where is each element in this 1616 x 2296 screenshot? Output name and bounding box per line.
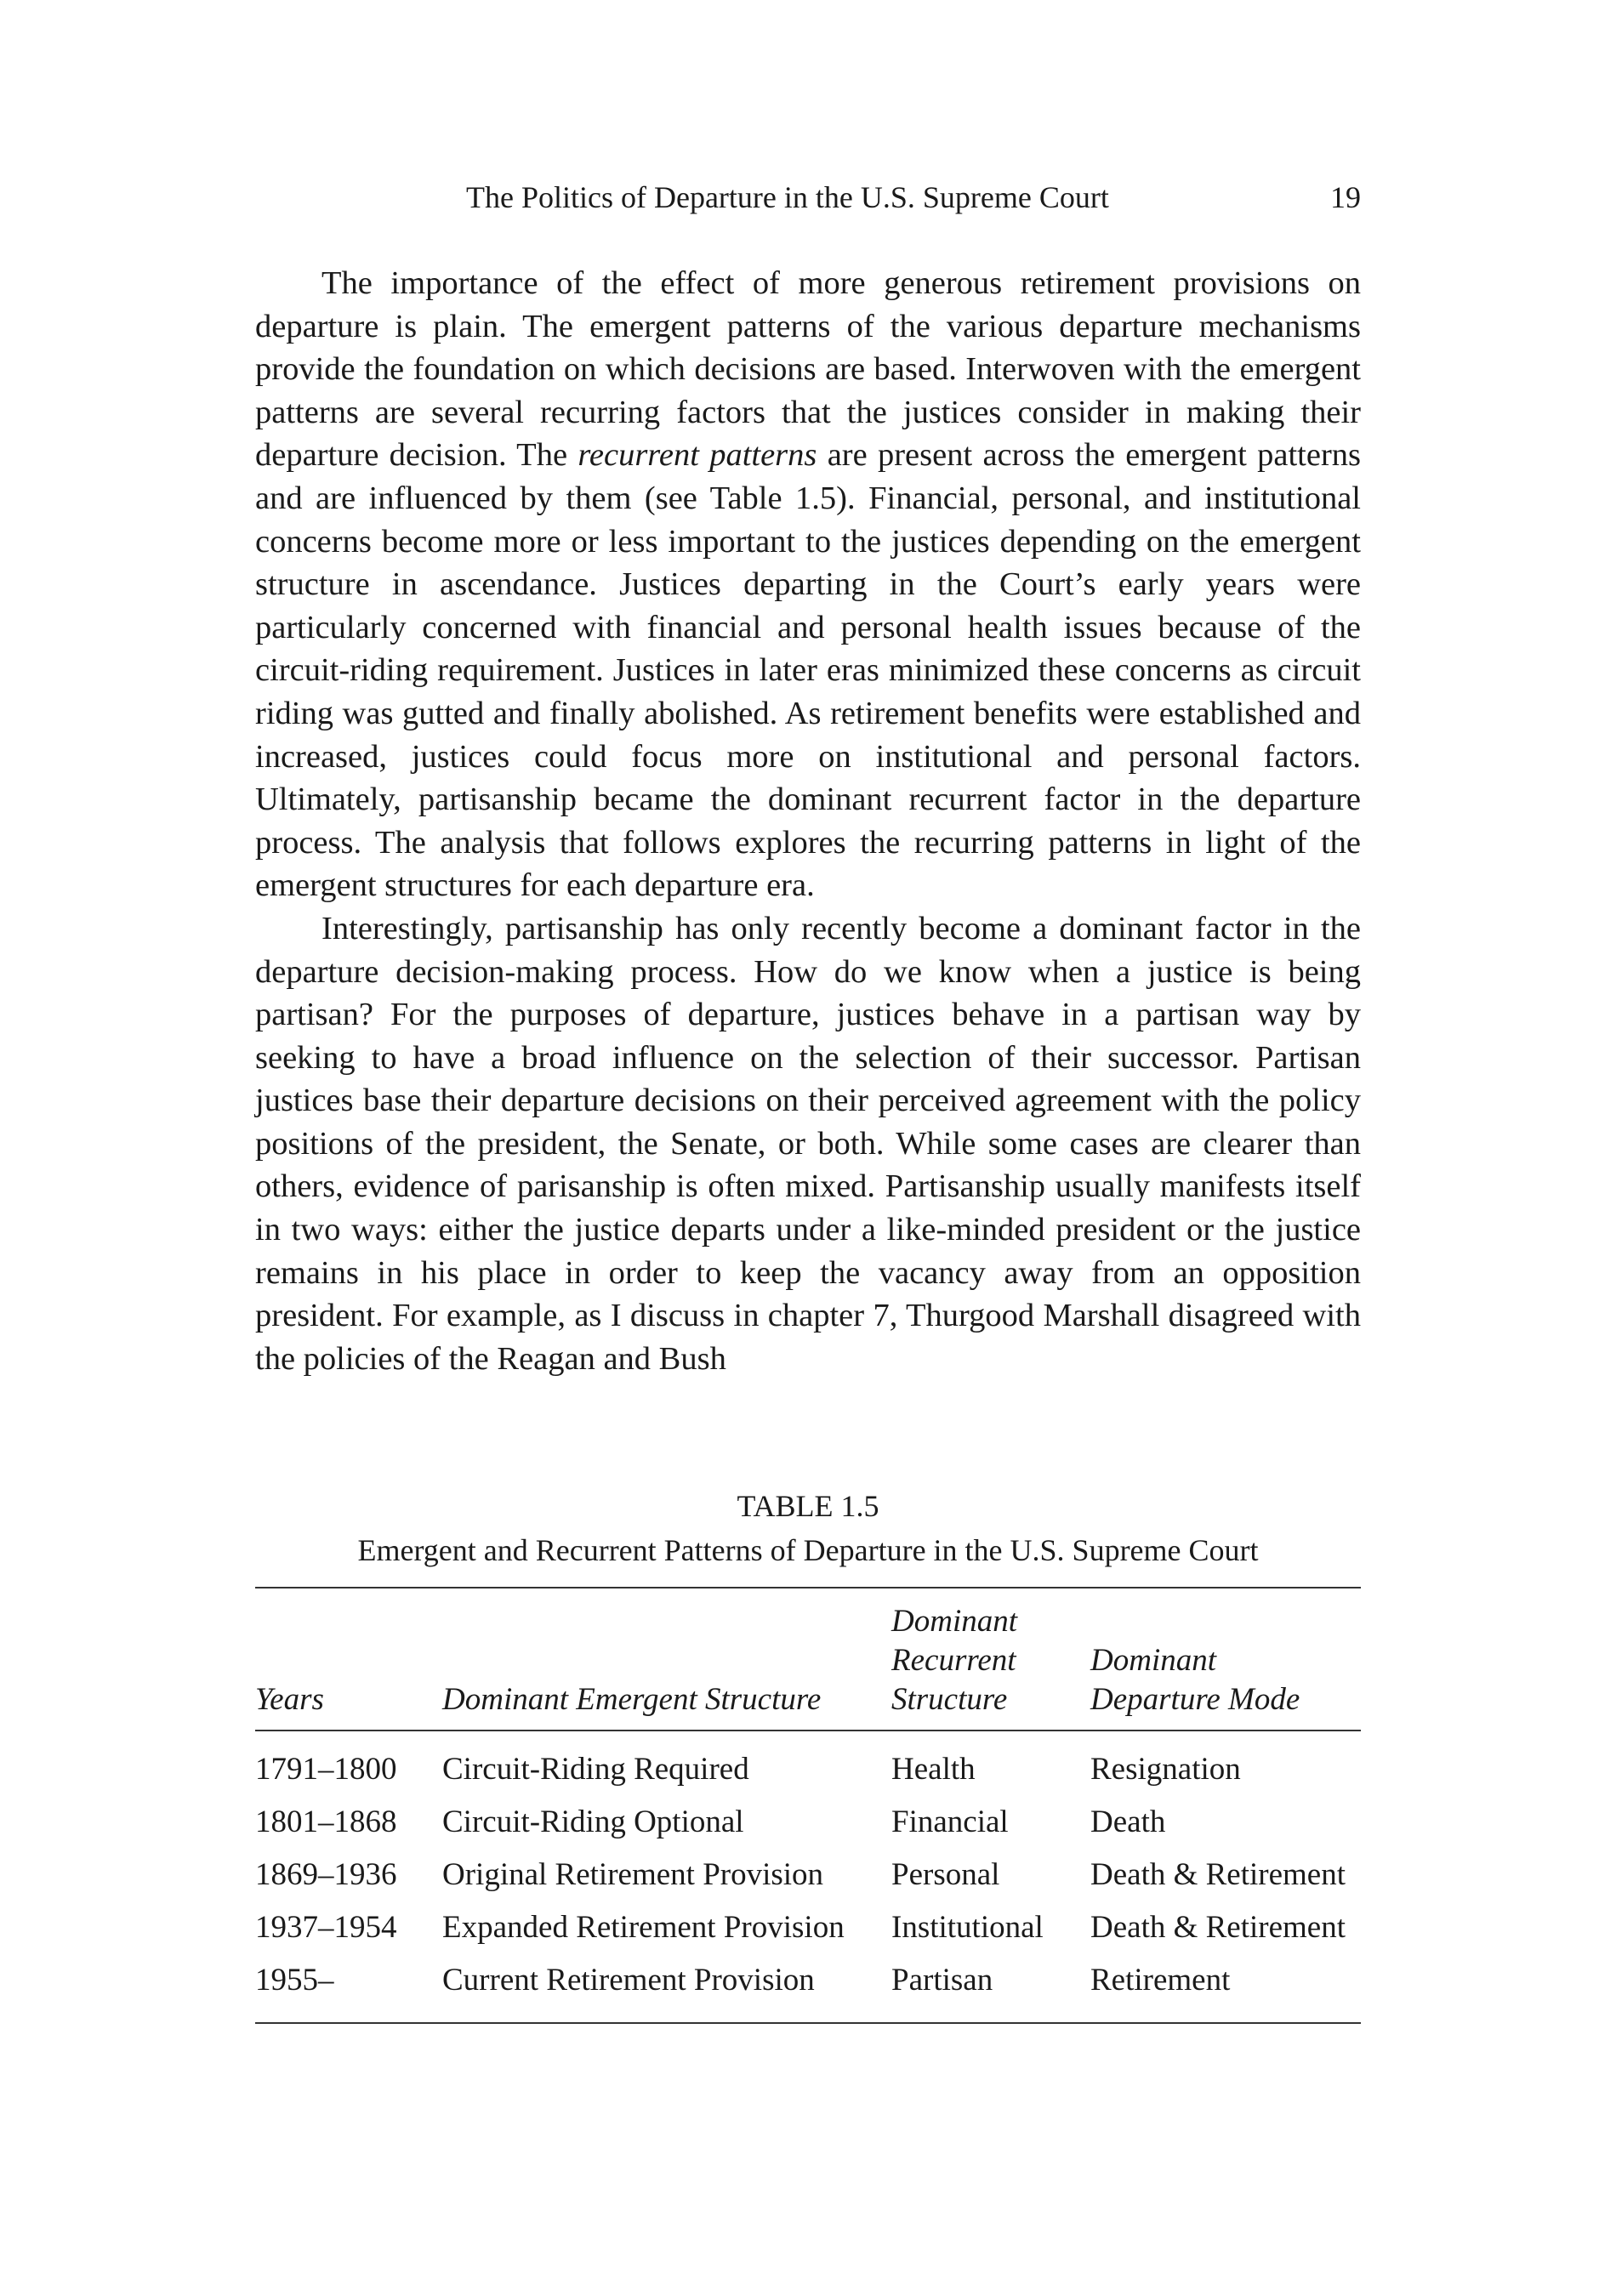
cell-years: 1791–1800 [255,1752,397,1787]
table-header-row [255,1588,1361,1731]
cell-recurrent: Partisan [891,1963,993,1998]
header-years-text: Years [255,1682,324,1717]
cell-emergent: Circuit-Riding Optional [442,1804,744,1839]
table-caption: Emergent and Recurrent Patterns of Departure in the U.S. Supreme Court [357,1533,1259,1567]
header-mode-line2: Departure Mode [1090,1682,1300,1717]
table-row [255,1901,1361,1954]
cell-recurrent: Financial [891,1804,1009,1839]
cell-emergent: Circuit-Riding Required [442,1752,749,1787]
cell-years: 1869–1936 [255,1857,397,1892]
cell-emergent: Current Retirement Provision [442,1963,815,1998]
cell-recurrent: Personal [891,1857,1000,1892]
header-recurrent [891,1588,1090,1731]
header-recurrent-line2: Recurrent [891,1643,1016,1678]
paragraph-2: Interestingly, partisanship has only recently become a dominant factor in the departure decision-making process. How do we know when a justice is being partisan? For the purposes of departure, justices behave in a partisan way by seeking to have a broad influence on the selection of their successor. Partisan justices base their departure decisions on their perceived agreement with the policy positions of the president, the Senate, or both. While some cases are clearer than others, evidence of parisanship is often mixed. Partisanship usually manifests itself in two ways: either the justice departs under a like-minded president or the justice remains in his place in order to keep the vacancy away from an opposition president. For example, as I discuss in chapter 7, Thurgood Marshall disagreed with the policies of the Reagan and Bush [255,910,1361,1377]
paragraph-1-text-a: The importance of the effect of more generous retirement provisions on departure is plain. The emergent patterns of the various departure mechanisms provide the foundation on which decisions are based. Interwoven with the emergent patterns are several recurring factors that the justices consider in making their departure decision. The [255,265,1361,474]
paragraph-1-text-b: are present across the emergent patterns and are influenced by them (see Table 1.5). Financial, personal, and institutional concerns become more or less important to the justices depending on the emergent structure in ascendance. Justices departing in the Court’s early years were particularly concerned with financial and personal health issues because of the circuit-riding requirement. Justices in later eras minimized these concerns as circuit riding was gutted and finally abolished. As retirement benefits were established and increased, justices could focus more on institutional and personal factors. Ultimately, partisanship became the dominant recurrent factor in the departure process. The analysis that follows explores the recurring patterns in light of the emergent structures for each departure era. [255,437,1361,904]
cell-mode: Death & Retirement [1090,1910,1346,1945]
cell-years: 1937–1954 [255,1910,397,1945]
cell-years: 1955– [255,1963,334,1998]
cell-emergent: Original Retirement Provision [442,1857,824,1892]
header-years [255,1588,442,1731]
cell-emergent: Expanded Retirement Provision [442,1910,845,1945]
table-block [255,1483,1361,1998]
table-row [255,1796,1361,1849]
header-recurrent-line3: Structure [891,1682,1008,1717]
cell-mode: Retirement [1090,1963,1231,1998]
header-recurrent-line1: Dominant [891,1604,1017,1639]
cell-recurrent: Institutional [891,1910,1044,1945]
cell-recurrent: Health [891,1752,976,1787]
cell-mode: Death & Retirement [1090,1857,1346,1892]
paragraph-1 [255,262,1361,907]
page-number: 19 [1330,180,1361,214]
running-title: The Politics of Departure in the U.S. Supreme Court [466,180,1109,214]
departure-patterns-table [255,1587,1361,2024]
table-row [255,1731,1361,1796]
body-text [255,262,1361,1380]
table-row [255,1849,1361,1901]
cell-years: 1801–1868 [255,1804,397,1839]
header-mode [1090,1588,1361,1731]
cell-mode: Resignation [1090,1752,1241,1787]
header-emergent [442,1588,891,1731]
table-row [255,1954,1361,2023]
table-label: TABLE 1.5 [737,1489,879,1523]
cell-mode: Death [1090,1804,1166,1839]
header-mode-line1: Dominant [1090,1643,1216,1678]
paragraph-1-emphasis: recurrent patterns [578,437,817,474]
header-emergent-text: Dominant Emergent Structure [442,1682,822,1717]
